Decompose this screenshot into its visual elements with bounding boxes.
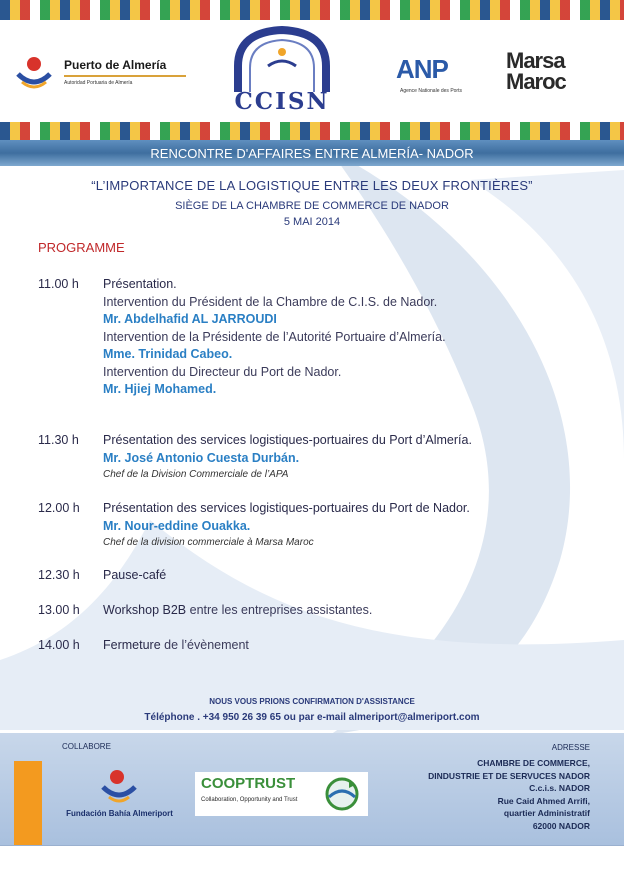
item-note: Chef de la Division Commerciale de l’APA xyxy=(103,469,289,480)
puerto-subtitle: Autoridad Portuaria de Almería xyxy=(64,80,133,86)
footer xyxy=(0,733,624,845)
cooptrust-logo xyxy=(195,772,368,816)
puerto-emblem-icon xyxy=(14,52,54,92)
event-venue: SIÈGE DE LA CHAMBRE DE COMMERCE DE NADOR xyxy=(175,200,449,212)
item-rest: de l’évènement xyxy=(160,638,249,652)
anp-logo xyxy=(386,54,474,104)
confirmation-request: NOUS VOUS PRIONS CONFIRMATION D'ASSISTANCE xyxy=(209,697,415,706)
title-banner xyxy=(0,140,624,166)
item-rest: entre les entreprises assistantes. xyxy=(186,603,373,617)
item-body xyxy=(103,500,573,550)
item-title: Pause-café xyxy=(103,568,167,582)
item-speaker: Mr. Abdelhafid AL JARROUDI xyxy=(103,312,277,326)
ccisn-arch-icon xyxy=(228,26,336,96)
item-speaker: Mr. Nour-eddine Ouakka. xyxy=(103,518,251,533)
item-time: 13.00 h xyxy=(38,603,80,617)
address-line: 62000 NADOR xyxy=(532,820,590,831)
item-body xyxy=(103,432,573,482)
banner-title: RENCONTRE D'AFFAIRES ENTRE ALMERÍA- NADOR xyxy=(150,146,474,161)
address-line: DINDUSTRIE ET DE SERVUCES NADOR xyxy=(428,770,590,781)
fundacion-emblem-icon xyxy=(99,767,139,807)
marsa-word: Marsa xyxy=(506,48,565,73)
item-speaker: Mme. Trinidad Cabeo. xyxy=(103,347,233,361)
item-note: Chef de la division commerciale à Marsa Maroc xyxy=(103,537,314,548)
cooptrust-wordmark: COOPTRUST xyxy=(201,775,296,792)
item-time: 14.00 h xyxy=(38,638,80,652)
contact-line: Téléphone . +34 950 26 39 65 ou par e-mail almeriport@almeriport.com xyxy=(144,712,480,723)
item-line: Intervention du Directeur du Port de Nador. xyxy=(103,364,342,379)
programme-heading: PROGRAMME xyxy=(38,240,125,255)
item-time: 11.00 h xyxy=(38,277,79,291)
item-title: Présentation. xyxy=(103,277,177,291)
address-line: Rue Caid Ahmed Arrifi, xyxy=(497,795,590,806)
logo-strip xyxy=(0,20,624,122)
address-line: C.c.i.s. NADOR xyxy=(529,783,590,793)
item-time: 11.30 h xyxy=(38,433,79,447)
anp-subtitle: Agence Nationale des Ports xyxy=(400,88,462,94)
item-speaker: Mr. Hjiej Mohamed. xyxy=(103,382,217,396)
puerto-divider xyxy=(64,75,186,77)
item-title-line xyxy=(103,637,573,655)
item-body xyxy=(103,567,573,585)
address-line: quartier Administratif xyxy=(503,808,590,818)
footer-rule xyxy=(0,845,624,846)
item-title: Présentation des services logistiques-portuaires du Port de Nador. xyxy=(103,501,470,515)
item-time: 12.00 h xyxy=(38,501,80,515)
address-label: ADRESSE xyxy=(551,743,590,752)
item-title-line xyxy=(103,602,573,620)
mosaic-band-top xyxy=(0,0,624,20)
item-line: Intervention de la Présidente de l’Autorité Portuaire d’Almería. xyxy=(103,329,446,344)
cooptrust-globe-icon xyxy=(323,775,361,813)
orange-accent-bar xyxy=(14,761,42,845)
item-speaker: Mr. José Antonio Cuesta Durbán. xyxy=(103,450,300,465)
item-title: Présentation des services logistiques-portuaires du Port d’Almería. xyxy=(103,433,472,447)
puerto-almeria-logo xyxy=(14,52,189,92)
item-body xyxy=(103,637,573,655)
item-title: Workshop B2B xyxy=(103,603,187,617)
collaborators-label: COLLABORE xyxy=(62,742,111,751)
ccisn-logo xyxy=(228,26,336,120)
fundacion-name: Fundación Bahía Almeriport xyxy=(66,809,173,818)
anp-wordmark: ANP xyxy=(396,54,448,84)
item-line: Intervention du Président de la Chambre de C.I.S. de Nador. xyxy=(103,294,438,309)
ccisn-wordmark: CCISN xyxy=(234,88,330,115)
mosaic-band-middle xyxy=(0,122,624,140)
item-title: Fermeture xyxy=(103,638,161,652)
item-body xyxy=(103,602,573,620)
event-date: 5 MAI 2014 xyxy=(283,216,341,228)
fundacion-bahia-logo xyxy=(52,767,187,827)
cooptrust-tagline: Collaboration, Opportunity and Trust xyxy=(201,797,298,803)
address-line: CHAMBRE DE COMMERCE, xyxy=(477,758,590,768)
event-subtitle: “L’IMPORTANCE DE LA LOGISTIQUE ENTRE LES DEUX FRONTIÈRES” xyxy=(91,178,533,193)
item-time: 12.30 h xyxy=(38,568,80,582)
maroc-word: Maroc xyxy=(506,69,566,94)
marsa-maroc-logo xyxy=(506,50,610,92)
address-block xyxy=(428,757,590,832)
item-body xyxy=(103,276,573,399)
puerto-title: Puerto de Almería xyxy=(64,58,167,72)
